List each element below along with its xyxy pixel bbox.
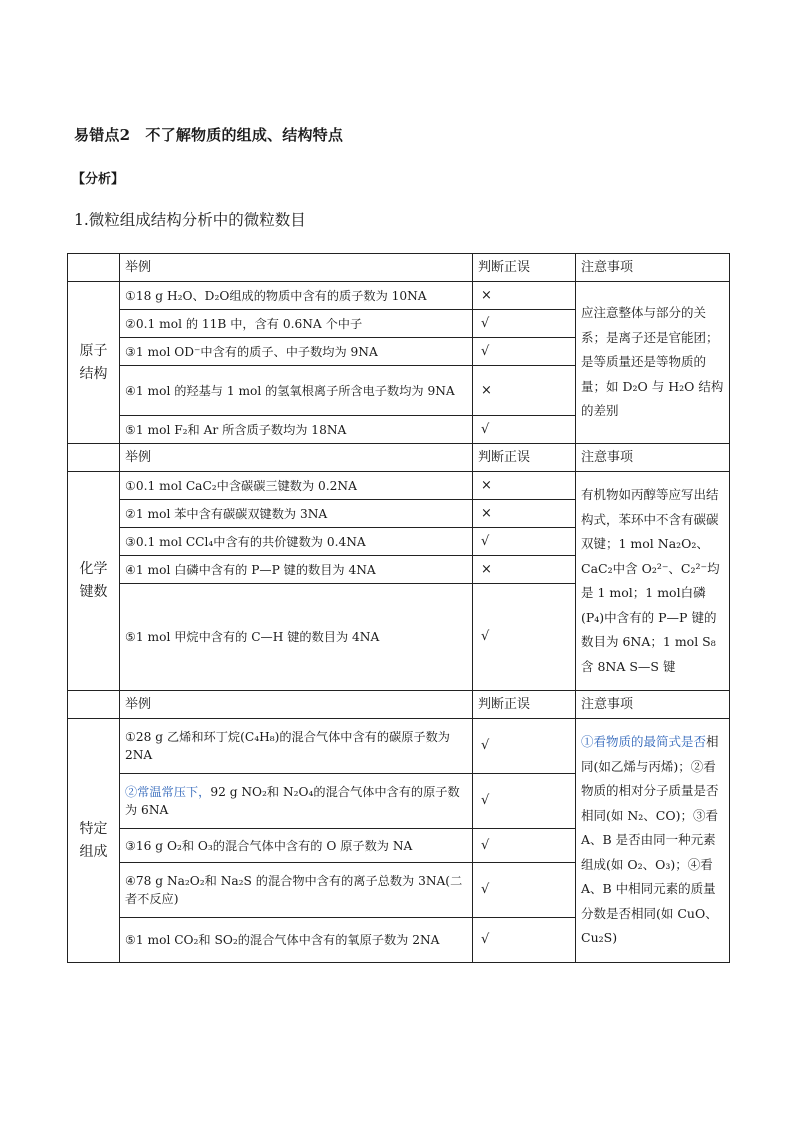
category-cell: 特定组成	[68, 719, 120, 963]
header-empty	[68, 444, 120, 472]
judgment-cell: √	[473, 338, 576, 366]
example-cell: ③16 g O₂和 O₃的混合气体中含有的 O 原子数为 NA	[120, 829, 473, 863]
header-notes: 注意事项	[576, 691, 730, 719]
judgment-cell: √	[473, 918, 576, 963]
judgment-cell: √	[473, 584, 576, 691]
table-row	[68, 282, 730, 310]
judgment-cell: √	[473, 719, 576, 774]
header-judgment: 判断正误	[473, 691, 576, 719]
judgment-cell: √	[473, 863, 576, 918]
note-cell	[576, 719, 730, 963]
example-highlight: ②常温常压下，	[125, 785, 211, 799]
header-example: 举例	[120, 444, 473, 472]
judgment-cell: √	[473, 528, 576, 556]
judgment-cell: √	[473, 310, 576, 338]
note-cell: 有机物如丙醇等应写出结构式，苯环中不含有碳碳双键；1 mol Na₂O₂、CaC₂中含 O₂²⁻、C₂²⁻均是 1 mol；1 mol白磷(P₄)中含有的 P—P 键的数目为 6NA；1 mol S₈含 8NA S—S 键	[576, 472, 730, 691]
example-text: 92 g NO₂和 N₂O₄的混合气体中含有的原子数为 6NA	[125, 785, 460, 817]
header-example: 举例	[120, 254, 473, 282]
judgment-cell: ×	[473, 500, 576, 528]
header-judgment: 判断正误	[473, 444, 576, 472]
example-cell: ①0.1 mol CaC₂中含碳碳三键数为 0.2NA	[120, 472, 473, 500]
judgment-cell: √	[473, 416, 576, 444]
section-subtitle: 1.微粒组成结构分析中的微粒数目	[74, 211, 306, 229]
header-row	[68, 691, 730, 719]
example-cell: ③0.1 mol CCl₄中含有的共价键数为 0.4NA	[120, 528, 473, 556]
table-row	[68, 472, 730, 500]
example-cell: ⑤1 mol CO₂和 SO₂的混合气体中含有的氧原子数为 2NA	[120, 918, 473, 963]
example-cell: ①18 g H₂O、D₂O组成的物质中含有的质子数为 10NA	[120, 282, 473, 310]
page-title: 易错点2 不了解物质的组成、结构特点	[74, 126, 344, 144]
header-row	[68, 254, 730, 282]
example-cell: ④1 mol 白磷中含有的 P—P 键的数目为 4NA	[120, 556, 473, 584]
judgment-cell: ×	[473, 472, 576, 500]
table-row	[68, 719, 730, 774]
header-empty	[68, 254, 120, 282]
example-cell: ②0.1 mol 的 11B 中，含有 0.6NA 个中子	[120, 310, 473, 338]
note-text: 相同(如乙烯与丙烯)；②看物质的相对分子质量是否相同(如 N₂、CO)；③看 A、B 是否由同一种元素组成(如 O₂、O₃)；④看 A、B 中相同元素的质量分数是否相同(如 CuO、Cu₂S)	[581, 734, 719, 946]
header-example: 举例	[120, 691, 473, 719]
note-highlight: ①看物质的最简式是否	[581, 734, 707, 750]
example-cell: ④1 mol 的羟基与 1 mol 的氢氧根离子所含电子数均为 9NA	[120, 366, 473, 416]
analysis-table	[67, 253, 730, 963]
note-cell: 应注意整体与部分的关系；是离子还是官能团；是等质量还是等物质的量；如 D₂O 与 H₂O 结构的差别	[576, 282, 730, 444]
analysis-label: 【分析】	[72, 172, 125, 187]
example-cell: ②1 mol 苯中含有碳碳双键数为 3NA	[120, 500, 473, 528]
example-cell: ⑤1 mol 甲烷中含有的 C—H 键的数目为 4NA	[120, 584, 473, 691]
judgment-cell: √	[473, 774, 576, 829]
example-cell	[120, 774, 473, 829]
header-notes: 注意事项	[576, 444, 730, 472]
category-cell: 原子结构	[68, 282, 120, 444]
header-row	[68, 444, 730, 472]
example-cell: ③1 mol OD⁻中含有的质子、中子数均为 9NA	[120, 338, 473, 366]
category-cell: 化学键数	[68, 472, 120, 691]
judgment-cell: ×	[473, 556, 576, 584]
example-cell: ①28 g 乙烯和环丁烷(C₄H₈)的混合气体中含有的碳原子数为 2NA	[120, 719, 473, 774]
header-empty	[68, 691, 120, 719]
header-judgment: 判断正误	[473, 254, 576, 282]
judgment-cell: ×	[473, 366, 576, 416]
example-cell: ⑤1 mol F₂和 Ar 所含质子数均为 18NA	[120, 416, 473, 444]
judgment-cell: ×	[473, 282, 576, 310]
judgment-cell: √	[473, 829, 576, 863]
header-notes: 注意事项	[576, 254, 730, 282]
example-cell: ④78 g Na₂O₂和 Na₂S 的混合物中含有的离子总数为 3NA(二者不反应)	[120, 863, 473, 918]
